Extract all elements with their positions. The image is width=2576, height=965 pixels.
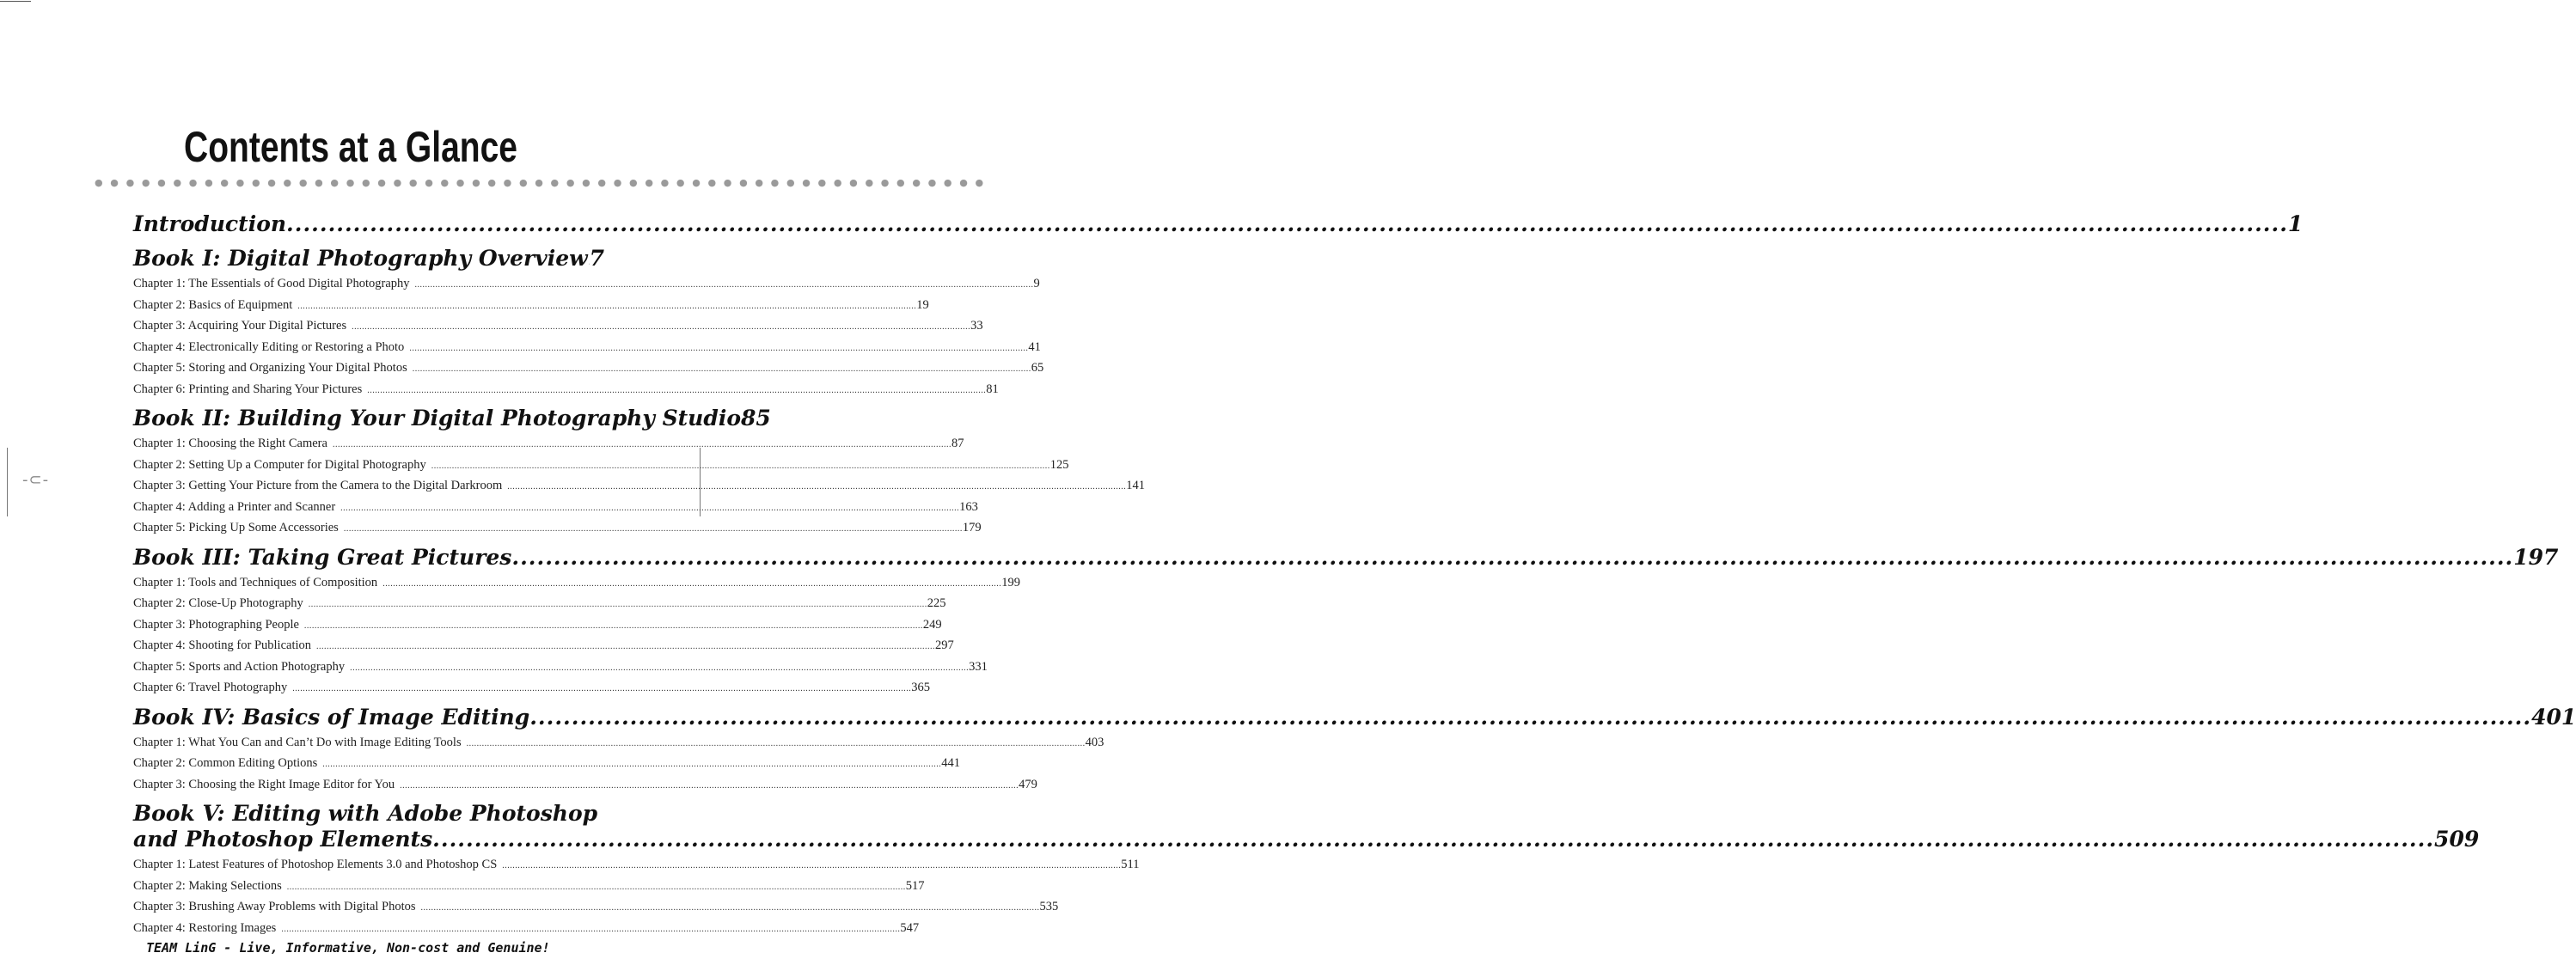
dot-leader [304, 617, 923, 637]
chapter-page: 65 [1031, 361, 1044, 375]
chapter-title: Chapter 3: Brushing Away Problems with Digital Photos [133, 900, 416, 913]
book-title: Book II: Building Your Digital Photography Studio [133, 406, 742, 431]
dot-leader [502, 857, 1121, 876]
corner-crop-mark [0, 1, 31, 2]
chapter-title: Chapter 3: Getting Your Picture from the Camera to the Digital Darkroom [133, 479, 503, 492]
toc-chapter[interactable] [133, 274, 1040, 296]
chapter-page: 331 [969, 659, 988, 674]
toc-chapter[interactable] [133, 897, 1059, 919]
book-page: 401 [2531, 704, 2576, 730]
toc-chapter[interactable] [133, 518, 982, 540]
chapter-page: 199 [1001, 575, 1020, 589]
dot-leader [367, 382, 986, 401]
table-of-contents [133, 211, 2576, 939]
chapter-page: 403 [1085, 735, 1104, 749]
chapter-page: 87 [951, 437, 964, 450]
chapter-page: 479 [1019, 777, 1037, 791]
toc-chapter[interactable] [133, 876, 925, 898]
dot-leader [400, 777, 1019, 797]
introduction-page: 1 [2287, 211, 2304, 236]
toc-book-3[interactable] [133, 544, 2559, 571]
chapter-page: 547 [900, 920, 920, 935]
chapter-page: 179 [962, 521, 982, 534]
dot-leader [413, 360, 1031, 380]
chapter-page: 297 [935, 638, 954, 652]
toc-book-5[interactable] [133, 801, 2480, 852]
chapter-title: Chapter 1: What You Can and Can’t Do with Image Editing Tools [133, 735, 462, 749]
toc-chapter[interactable] [133, 434, 964, 455]
dot-leader [507, 478, 1126, 498]
chapter-page: 517 [905, 878, 925, 893]
chapter-page: 535 [1039, 900, 1059, 913]
dot-leader [529, 705, 2531, 730]
toc-chapter[interactable] [133, 775, 1037, 797]
book-page: 7 [589, 246, 604, 271]
chapter-page: 249 [922, 617, 942, 632]
dot-leader [316, 638, 935, 657]
dot-leader [333, 436, 951, 455]
toc-chapter[interactable] [133, 573, 1020, 595]
toc-chapter[interactable] [133, 358, 1044, 380]
toc-book-4[interactable] [133, 704, 2576, 730]
book-title-line-2 [133, 827, 2480, 852]
chapter-page: 511 [1121, 858, 1140, 871]
toc-chapter[interactable] [133, 594, 946, 615]
dot-leader [382, 575, 1001, 595]
book-title: Book III: Taking Great Pictures [133, 544, 512, 570]
introduction-title: Introduction [133, 211, 287, 236]
chapter-title: Chapter 1: The Essentials of Good Digital Photography [133, 277, 410, 290]
chapter-title: Chapter 4: Restoring Images [133, 920, 277, 935]
page-title: Contents at a Glance [184, 123, 517, 171]
chapter-title: Chapter 6: Printing and Sharing Your Pictures [133, 382, 363, 396]
left-margin-rule [7, 448, 8, 516]
dot-leader [511, 545, 2513, 571]
toc-book-1[interactable] [133, 246, 604, 272]
toc-chapter[interactable] [133, 455, 1069, 477]
chapter-page: 441 [941, 756, 961, 770]
chapter-title: Chapter 1: Tools and Techniques of Composition [133, 575, 378, 589]
chapter-page: 41 [1028, 339, 1041, 354]
toc-chapter[interactable] [133, 636, 954, 657]
chapter-title: Chapter 2: Close-Up Photography [133, 596, 303, 610]
decorative-dot-divider: ● ● ● ● ● ● ● ● ● ● ● ● ● ● ● ● ● ● ● ● ● ● ● ● ● ● ● ● ● ● ● ● ● ● ● ● ● ● ● ● ● ● ● ● ● ● ● ● ● ● ● ● ● ● ● ● ● [95, 177, 986, 188]
toc-chapter[interactable] [133, 338, 1041, 359]
dot-leader [292, 680, 911, 699]
dot-leader [287, 878, 906, 898]
chapter-title: Chapter 5: Picking Up Some Accessories [133, 521, 339, 534]
chapter-title: Chapter 1: Latest Features of Photoshop Elements 3.0 and Photoshop CS [133, 858, 498, 871]
chapter-page: 125 [1049, 457, 1069, 472]
toc-chapter[interactable] [133, 919, 920, 940]
toc-chapter[interactable] [133, 380, 999, 401]
book-title-line-1: Book V: Editing with Adobe Photoshop [133, 801, 598, 826]
registration-mark-icon: -⊂- [22, 471, 50, 489]
toc-chapter[interactable] [133, 296, 929, 317]
chapter-page: 141 [1126, 479, 1146, 492]
dot-leader [350, 659, 969, 679]
toc-introduction[interactable] [133, 211, 2304, 237]
book-title: Book I: Digital Photography Overview [133, 246, 588, 271]
toc-chapter[interactable] [133, 754, 961, 775]
chapter-page: 9 [1033, 277, 1040, 290]
chapter-page: 33 [970, 319, 983, 333]
dot-leader [297, 297, 916, 317]
chapter-title: Chapter 4: Adding a Printer and Scanner [133, 499, 336, 514]
chapter-title: Chapter 1: Choosing the Right Camera [133, 437, 327, 450]
dot-leader [352, 318, 970, 338]
dot-leader [421, 899, 1040, 919]
chapter-page: 163 [959, 499, 978, 514]
dot-leader [340, 499, 959, 519]
dot-leader [281, 920, 900, 940]
dot-leader [432, 827, 2434, 852]
book-title: Book IV: Basics of Image Editing [133, 704, 530, 730]
toc-chapter[interactable] [133, 678, 930, 699]
book-page: 509 [2434, 827, 2480, 852]
chapter-title: Chapter 6: Travel Photography [133, 681, 288, 694]
chapter-title: Chapter 4: Electronically Editing or Restoring a Photo [133, 339, 405, 354]
toc-chapter[interactable] [133, 316, 983, 338]
dot-leader [322, 755, 941, 775]
chapter-title: Chapter 5: Sports and Action Photography [133, 659, 346, 674]
chapter-page: 225 [927, 596, 946, 610]
toc-chapter[interactable] [133, 498, 978, 519]
toc-chapter[interactable] [133, 733, 1104, 754]
chapter-title: Chapter 3: Choosing the Right Image Editor for You [133, 777, 395, 791]
chapter-title: Chapter 3: Acquiring Your Digital Pictures [133, 319, 347, 333]
chapter-title: Chapter 2: Basics of Equipment [133, 297, 293, 312]
dot-leader [431, 457, 1050, 477]
dot-leader [467, 735, 1086, 754]
dot-leader [409, 339, 1028, 359]
toc-chapter[interactable] [133, 855, 1140, 876]
dot-leader [415, 276, 1034, 296]
toc-chapter[interactable] [133, 476, 1146, 498]
chapter-title: Chapter 3: Photographing People [133, 617, 299, 632]
dot-leader [309, 595, 927, 615]
chapter-page: 365 [911, 681, 930, 694]
chapter-title: Chapter 2: Making Selections [133, 878, 282, 893]
toc-book-2[interactable] [133, 406, 771, 431]
chapter-title: Chapter 5: Storing and Organizing Your Digital Photos [133, 361, 407, 375]
chapter-title: Chapter 4: Shooting for Publication [133, 638, 312, 652]
chapter-title: Chapter 2: Common Editing Options [133, 756, 318, 770]
toc-chapter[interactable] [133, 657, 988, 679]
book-page: 197 [2513, 544, 2559, 570]
chapter-title: Chapter 2: Setting Up a Computer for Digital Photography [133, 457, 426, 472]
book-title: and Photoshop Elements [133, 827, 433, 852]
chapter-page: 81 [986, 382, 999, 396]
dot-leader [286, 211, 2288, 237]
toc-chapter[interactable] [133, 615, 942, 637]
dot-leader [344, 520, 963, 540]
book-page: 85 [741, 406, 771, 431]
page-footer: TEAM LinG - Live, Informative, Non-cost and Genuine! [146, 940, 550, 956]
chapter-page: 19 [916, 297, 929, 312]
